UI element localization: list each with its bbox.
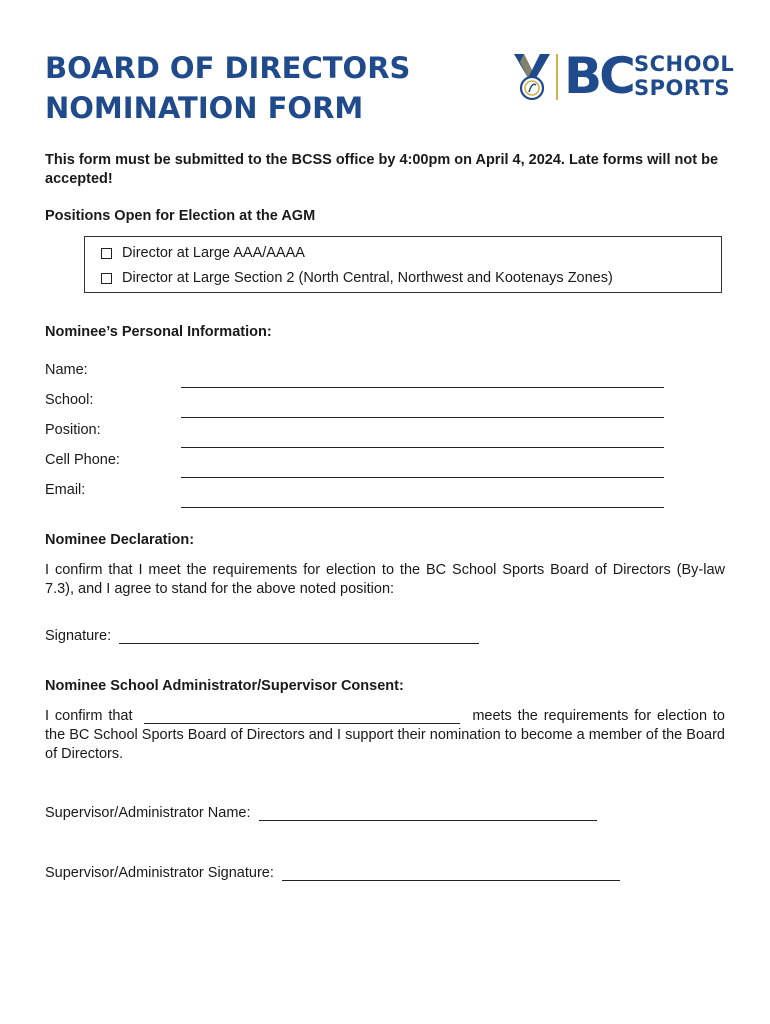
cell-phone-row: [45, 452, 665, 472]
consent-heading: Nominee School Administrator/Supervisor Consent:: [45, 678, 404, 694]
form-title: [45, 48, 410, 128]
logo-bc-text: BC: [564, 47, 633, 105]
positions-heading: Positions Open for Election at the AGM: [45, 208, 316, 224]
bc-school-sports-logo: [512, 47, 735, 105]
school-row: [45, 392, 665, 412]
supervisor-name-label: Supervisor/Administrator Name:: [45, 805, 251, 821]
consent-text-after: meets the requirements for election to the BC School Sports Board of Directors and I support their nomination to become a member of the Board of Directors.: [45, 708, 725, 762]
medal-icon: [512, 52, 552, 104]
consent-text: [45, 707, 725, 764]
email-field[interactable]: [181, 493, 664, 508]
name-row: [45, 362, 665, 382]
checkbox-director-section2[interactable]: [101, 273, 112, 284]
nominee-signature-row: [45, 628, 479, 644]
name-field[interactable]: [181, 373, 664, 388]
email-row: [45, 482, 665, 502]
logo-school-sports-text: [634, 52, 734, 100]
supervisor-name-row: [45, 805, 597, 821]
cell-phone-field[interactable]: [181, 463, 664, 478]
position-option-label: Director at Large AAA/AAAA: [122, 245, 305, 261]
nominee-name-inline-field[interactable]: [144, 709, 460, 724]
position-option-label: Director at Large Section 2 (North Central, Northwest and Kootenays Zones): [122, 270, 613, 286]
consent-text-before: I confirm that: [45, 708, 133, 724]
position-option-aaa[interactable]: [101, 245, 305, 261]
school-field[interactable]: [181, 403, 664, 418]
supervisor-signature-field[interactable]: [282, 866, 620, 881]
email-label: Email:: [45, 482, 86, 498]
supervisor-signature-label: Supervisor/Administrator Signature:: [45, 865, 274, 881]
position-label: Position:: [45, 422, 101, 438]
school-label: School:: [45, 392, 94, 408]
logo-divider: [556, 54, 558, 100]
logo-school-word: SCHOOL: [634, 52, 735, 76]
supervisor-name-field[interactable]: [259, 806, 597, 821]
supervisor-signature-row: [45, 865, 620, 881]
position-option-section2[interactable]: [101, 270, 613, 286]
position-field[interactable]: [181, 433, 664, 448]
cell-phone-label: Cell Phone:: [45, 452, 120, 468]
submission-notice: This form must be submitted to the BCSS office by 4:00pm on April 4, 2024. Late forms will not be accepted!: [45, 152, 719, 187]
declaration-heading: Nominee Declaration:: [45, 532, 195, 548]
nominee-signature-field[interactable]: [119, 629, 479, 644]
declaration-text: I confirm that I meet the requirements for election to the BC School Sports Board of Directors (By-law 7.3), and I agree to stand for the above noted position:: [45, 562, 725, 597]
position-row: [45, 422, 665, 442]
checkbox-director-aaa[interactable]: [101, 248, 112, 259]
name-label: Name:: [45, 362, 88, 378]
nominee-signature-label: Signature:: [45, 628, 112, 644]
personal-info-heading: Nominee’s Personal Information:: [45, 324, 272, 340]
logo-sports-word: SPORTS: [634, 76, 731, 100]
positions-box: [84, 236, 722, 293]
title-line-2: NOMINATION FORM: [45, 91, 364, 125]
title-line-1: BOARD OF DIRECTORS: [45, 51, 411, 85]
